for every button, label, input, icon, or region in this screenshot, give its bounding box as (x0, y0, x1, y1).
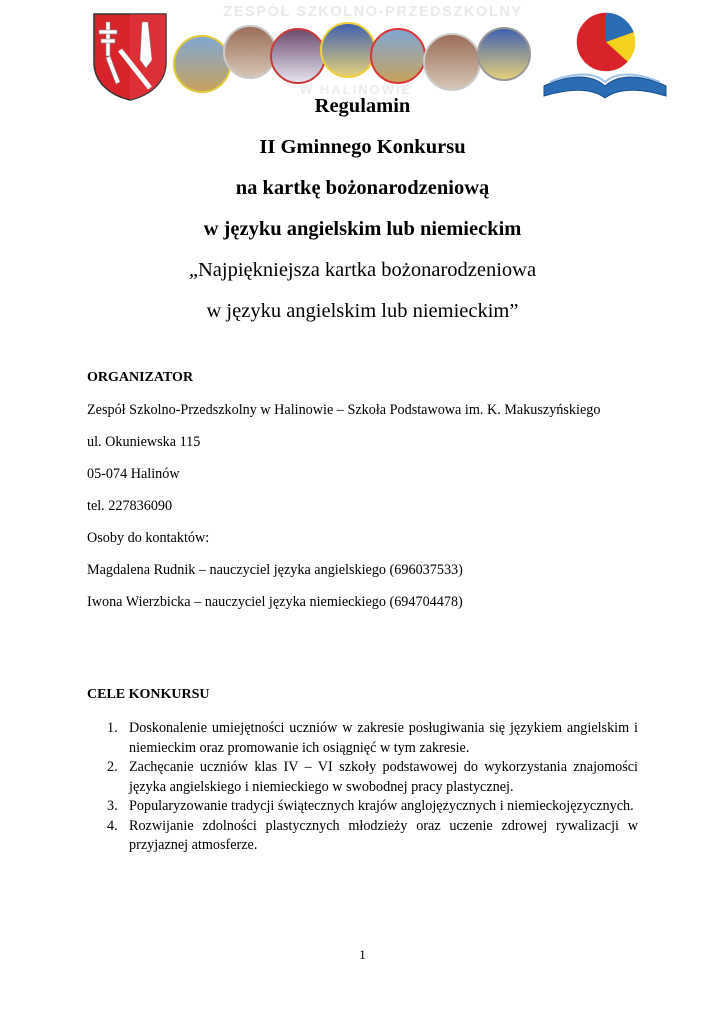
list-item-number: 3. (107, 798, 118, 814)
goals-heading: CELE KONKURSU (87, 687, 210, 702)
list-item-text: Rozwijanie zdolności plastycznych młodzieży oraz uczenie zdrowej rywalizacji w przyjaznej atmosferze. (129, 817, 638, 853)
title-line: II Gminnego Konkursu (259, 136, 466, 158)
list-item (107, 758, 638, 797)
page-number: 1 (359, 947, 366, 962)
list-item (107, 719, 638, 758)
organizer-section (87, 369, 647, 625)
list-item-number: 1. (107, 720, 118, 736)
organizer-line: Zespół Szkolno-Przedszkolny w Halinowie – Szkoła Podstawowa im. K. Makuszyńskiego (87, 402, 601, 418)
list-item-number: 4. (107, 817, 118, 834)
organizer-line: 05-074 Halinów (87, 466, 180, 482)
title-line: Regulamin (314, 95, 411, 117)
title-line: w języku angielskim lub niemieckim (203, 218, 522, 240)
organizer-line: tel. 227836090 (87, 498, 173, 514)
list-item-number: 2. (107, 759, 118, 775)
organizer-line: Magdalena Rudnik – nauczyciel języka angielskiego (696037533) (87, 562, 463, 578)
organizer-line: ul. Okuniewska 115 (87, 434, 201, 450)
town-watermark: W HALINOWIE (300, 82, 413, 97)
goals-list (107, 719, 638, 856)
list-item-text: Popularyzowanie tradycji świątecznych krajów anglojęzycznych i niemieckojęzycznych. (129, 798, 634, 814)
goals-section (87, 687, 647, 703)
list-item (107, 797, 638, 817)
organizer-line: Osoby do kontaktów: (87, 530, 210, 546)
school-name-watermark: ZESPÓŁ SZKOLNO-PRZEDSZKOLNY (223, 4, 523, 20)
organizer-heading: ORGANIZATOR (87, 370, 194, 385)
organizer-line: Iwona Wierzbicka – nauczyciel języka niemieckiego (694704478) (87, 594, 463, 610)
list-item-text: Doskonalenie umiejętności uczniów w zakresie posługiwania się językiem angielskim i niemieckim oraz promowanie ich osiągnięć w tym zakresie. (129, 720, 638, 756)
title-line: na kartkę bożonarodzeniową (235, 177, 490, 199)
motto-line: w języku angielskim lub niemieckim” (206, 300, 519, 322)
motto-line: „Najpiękniejsza kartka bożonarodzeniowa (188, 259, 537, 281)
list-item (107, 817, 638, 856)
document-title (0, 86, 725, 332)
list-item-text: Zachęcanie uczniów klas IV – VI szkoły podstawowej do wykorzystania znajomości języka angielskiego i niemieckiego w swobodnej pracy plastycznej. (129, 759, 638, 795)
